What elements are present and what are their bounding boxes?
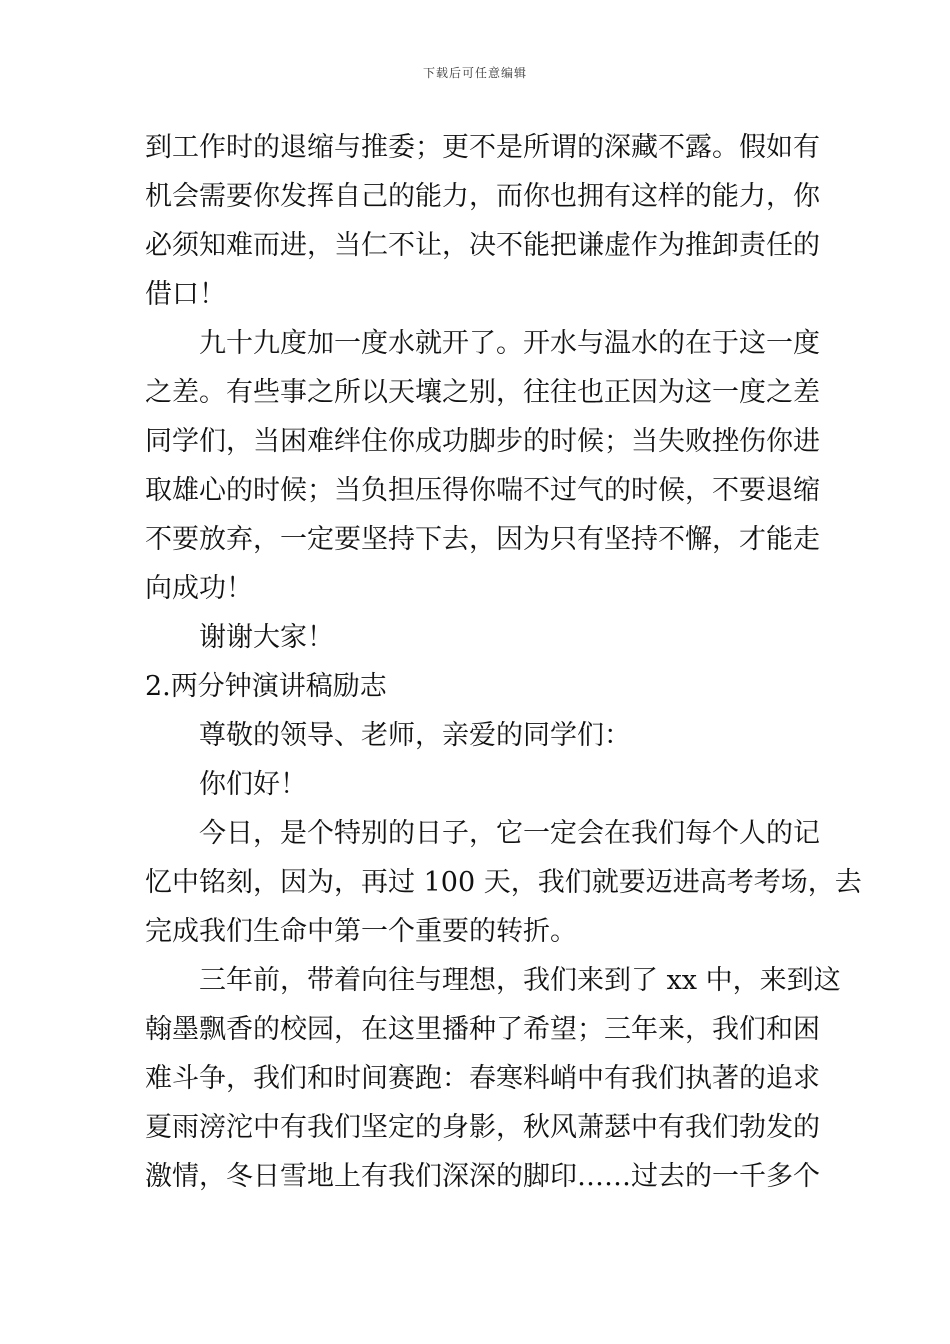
text-line: 不要放弃，一定要坚持下去，因为只有坚持不懈，才能走	[145, 524, 820, 555]
text-line: 向成功！	[145, 573, 253, 604]
text-line: 借口！	[145, 279, 226, 310]
text-line: 取雄心的时候；当负担压得你喘不过气的时候，不要退缩	[145, 475, 820, 506]
closing-line: 谢谢大家！	[199, 622, 334, 653]
text-line: 忆中铭刻，因为，再过 100 天，我们就要迈进高考考场，去	[145, 867, 862, 898]
text-line: 激情，冬日雪地上有我们深深的脚印……过去的一千多个	[145, 1161, 820, 1192]
text-line: 难斗争，我们和时间赛跑：春寒料峭中有我们执著的追求	[145, 1063, 820, 1094]
text-line: 到工作时的退缩与推委；更不是所谓的深藏不露。假如有	[145, 132, 820, 163]
text-line: 必须知难而进，当仁不让，决不能把谦虚作为推卸责任的	[145, 230, 820, 261]
text-line: 之差。有些事之所以天壤之别，往往也正因为这一度之差	[145, 377, 820, 408]
text-line: 完成我们生命中第一个重要的转折。	[145, 916, 577, 947]
paragraph-start-line: 今日，是个特别的日子，它一定会在我们每个人的记	[199, 818, 820, 849]
section-heading: 2.两分钟演讲稿励志	[145, 671, 387, 702]
paragraph-start-line: 九十九度加一度水就开了。开水与温水的在于这一度	[199, 328, 820, 359]
text-line: 机会需要你发挥自己的能力，而你也拥有这样的能力，你	[145, 181, 820, 212]
salutation-line: 尊敬的领导、老师，亲爱的同学们：	[199, 720, 631, 751]
text-line: 同学们，当困难绊住你成功脚步的时候；当失败挫伤你进	[145, 426, 820, 457]
document-body	[145, 123, 862, 1201]
page-header: 下载后可任意编辑	[422, 66, 527, 80]
text-line: 夏雨滂沱中有我们坚定的身影，秋风萧瑟中有我们勃发的	[145, 1112, 820, 1143]
paragraph-start-line: 三年前，带着向往与理想，我们来到了 xx 中，来到这	[199, 965, 841, 996]
greeting-line: 你们好！	[199, 769, 307, 800]
text-line: 翰墨飘香的校园，在这里播种了希望；三年来，我们和困	[145, 1014, 820, 1045]
